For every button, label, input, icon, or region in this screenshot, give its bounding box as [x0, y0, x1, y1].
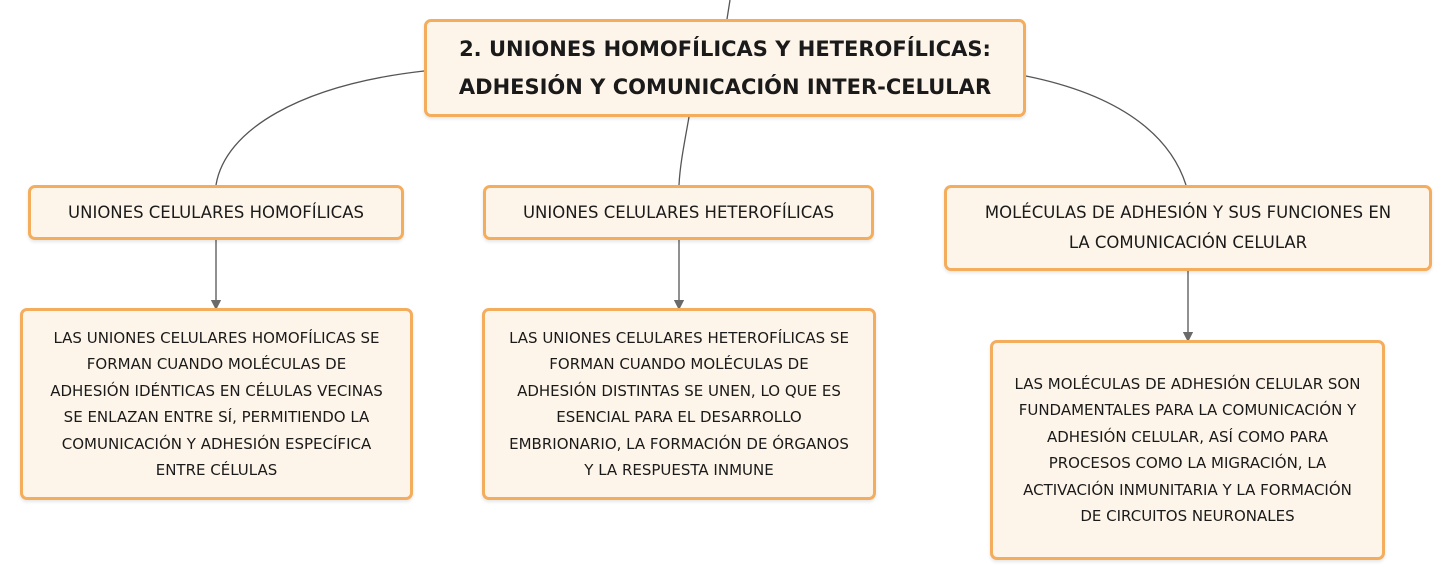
topic-label: UNIONES CELULARES HOMOFÍLICAS [68, 202, 364, 222]
topic-label: UNIONES CELULARES HETEROFÍLICAS [522, 202, 835, 222]
detail-line: PROCESOS COMO LA MIGRACIÓN, LA [1048, 454, 1327, 472]
detail-moleculas-de-adhesion[interactable] [990, 340, 1385, 560]
root-topic[interactable] [424, 19, 1026, 117]
detail-line: FUNDAMENTALES PARA LA COMUNICACIÓN Y [1018, 401, 1357, 419]
detail-line: ENTRE CÉLULAS [155, 461, 278, 479]
detail-line: Y LA RESPUESTA INMUNE [584, 461, 774, 479]
detail-uniones-heterofilicas[interactable] [482, 308, 876, 500]
topic-moleculas-de-adhesion[interactable] [944, 185, 1432, 271]
detail-line: LAS UNIONES CELULARES HETEROFÍLICAS SE [509, 328, 849, 347]
root-title-line: ADHESIÓN Y COMUNICACIÓN INTER-CELULAR [458, 75, 992, 99]
detail-line: FORMAN CUANDO MOLÉCULAS DE [86, 355, 347, 373]
detail-line: EMBRIONARIO, LA FORMACIÓN DE ÓRGANOS [509, 434, 849, 453]
detail-line: FORMAN CUANDO MOLÉCULAS DE [549, 355, 809, 373]
connector-root-to-topic-homofilicas [216, 71, 424, 185]
detail-line: ADHESIÓN CELULAR, ASÍ COMO PARA [1047, 427, 1328, 446]
detail-uniones-homofilicas[interactable] [20, 308, 413, 500]
topic-uniones-homofilicas[interactable] [28, 185, 404, 240]
detail-line: SE ENLAZAN ENTRE SÍ, PERMITIENDO LA [63, 408, 370, 426]
root-title-line: 2. UNIONES HOMOFÍLICAS Y HETEROFÍLICAS: [459, 37, 991, 61]
detail-line: ADHESIÓN DISTINTAS SE UNEN, LO QUE ES [517, 381, 841, 400]
topic-uniones-heterofilicas[interactable] [483, 185, 874, 240]
detail-line: DE CIRCUITOS NEURONALES [1080, 507, 1295, 525]
detail-line: LAS UNIONES CELULARES HOMOFÍLICAS SE [53, 328, 380, 347]
detail-line: ACTIVACIÓN INMUNITARIA Y LA FORMACIÓN [1023, 480, 1352, 499]
topic-label: MOLÉCULAS DE ADHESIÓN Y SUS FUNCIONES EN [984, 203, 1392, 222]
detail-line: ADHESIÓN IDÉNTICAS EN CÉLULAS VECINAS [50, 381, 383, 400]
topic-label: LA COMUNICACIÓN CELULAR [1068, 233, 1308, 252]
connector-parent-to-root [727, 0, 730, 19]
detail-line: LAS MOLÉCULAS DE ADHESIÓN CELULAR SON [1014, 374, 1361, 393]
connector-root-to-topic-heterofilicas [679, 117, 689, 185]
detail-line: COMUNICACIÓN Y ADHESIÓN ESPECÍFICA [61, 434, 372, 453]
detail-line: ESENCIAL PARA EL DESARROLLO [556, 408, 802, 426]
connector-root-to-topic-moleculas [1026, 76, 1186, 185]
